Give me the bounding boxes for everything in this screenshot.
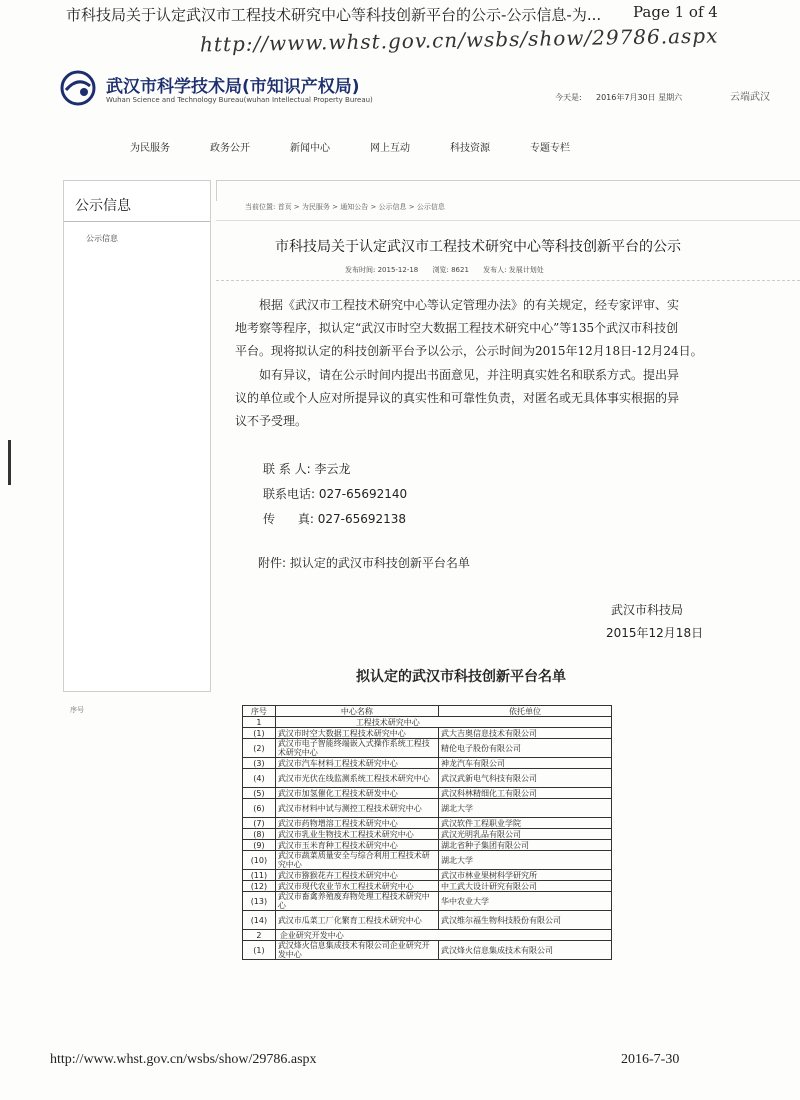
site-name[interactable]: 武汉市科学技术局(市知识产权局) [106, 77, 360, 97]
paragraph-line: 议不予受理。 [235, 414, 308, 428]
cell-no: (14) [243, 911, 276, 930]
site-name-en: Wuhan Science and Technology Bureau(wuhan Intellectual Property Bureau) [106, 96, 373, 104]
header-no: 序号 [243, 706, 276, 717]
paragraph-line: 平台。现将拟认定的科技创新平台予以公示，公示时间为2015年12月18日-12月24日。 [235, 344, 703, 358]
content-frame [216, 180, 800, 201]
cell-no: (2) [243, 739, 276, 758]
table-row [243, 851, 612, 870]
paragraph-notice [235, 294, 800, 363]
table-section-row [243, 930, 612, 941]
table-row [243, 788, 612, 799]
cell-no: 2 [243, 930, 276, 941]
cell-org: 武汉软件工程职业学院 [438, 818, 611, 829]
cell-section-name: 企业研究开发中心 [275, 930, 611, 941]
cell-no: (4) [243, 769, 276, 788]
sidebar [63, 180, 211, 692]
table-row [243, 829, 612, 840]
cell-no: (12) [243, 881, 276, 892]
cell-no: (11) [243, 870, 276, 881]
platform-table-body [243, 717, 612, 960]
table-row [243, 941, 612, 960]
table-row [243, 881, 612, 892]
header-org: 依托单位 [438, 706, 611, 717]
cell-no: (1) [243, 941, 276, 960]
table-row [243, 892, 612, 911]
today-value: 2016年7月30日 星期六 [596, 93, 683, 102]
cell-org: 武大吉奥信息技术有限公司 [438, 728, 611, 739]
table-row [243, 769, 612, 788]
table-row [243, 818, 612, 829]
table-row [243, 911, 612, 930]
article-title: 市科技局关于认定武汉市工程技术研究中心等科技创新平台的公示 [275, 239, 681, 255]
cell-org: 武汉光明乳品有限公司 [438, 829, 611, 840]
attachment-link[interactable]: 附件: 拟认定的武汉市科技创新平台名单 [258, 556, 470, 570]
cell-org: 武汉烽火信息集成技术有限公司 [438, 941, 611, 960]
cell-name: 武汉市玉米育种工程技术研究中心 [275, 840, 438, 851]
today-label: 今天是: [555, 93, 582, 102]
cell-no: (10) [243, 851, 276, 870]
sign-date: 2015年12月18日 [606, 626, 704, 640]
breadcrumb[interactable]: 当前位置: 首页 > 为民服务 > 通知公告 > 公示信息 > 公示信息 [245, 203, 445, 211]
table-row [243, 870, 612, 881]
cell-org: 精伦电子股份有限公司 [438, 739, 611, 758]
nav-item-interaction[interactable]: 网上互动 [370, 143, 410, 154]
publisher: 发布人: 发展计划处 [483, 266, 544, 274]
signer: 武汉市科技局 [611, 603, 684, 617]
cell-no: (6) [243, 799, 276, 818]
paragraph-line: 如有异议，请在公示时间内提出书面意见，并注明真实姓名和联系方式。提出异 [259, 368, 680, 382]
cell-no: (3) [243, 758, 276, 769]
footer-date: 2016-7-30 [621, 1052, 680, 1067]
cell-section-name: 工程技术研究中心 [275, 717, 611, 728]
cell-name: 武汉烽火信息集成技术有限公司企业研究开发中心 [275, 941, 438, 960]
cell-no: (8) [243, 829, 276, 840]
cell-org: 神龙汽车有限公司 [438, 758, 611, 769]
sidebar-title: 公示信息 [75, 198, 131, 214]
cell-name: 武汉市材料中试与测控工程技术研究中心 [275, 799, 438, 818]
cell-org: 武汉武新电气科技有限公司 [438, 769, 611, 788]
cell-org: 武汉维尔福生物科技股份有限公司 [438, 911, 611, 930]
site-logo-icon[interactable] [60, 70, 96, 106]
cell-name: 武汉市现代农业节水工程技术研究中心 [275, 881, 438, 892]
paragraph-objection [235, 364, 800, 433]
cell-name: 武汉市瓜菜工厂化繁育工程技术研究中心 [275, 911, 438, 930]
platform-table [242, 705, 612, 960]
cell-org: 湖北大学 [438, 799, 611, 818]
sidebar-divider [64, 221, 210, 222]
header-name: 中心名称 [275, 706, 438, 717]
meta-divider [216, 280, 800, 281]
article-meta [345, 265, 556, 275]
table-section-row [243, 717, 612, 728]
publish-date: 发布时间: 2015-12-18 [345, 266, 419, 274]
cell-org: 武汉市林业果树科学研究所 [438, 870, 611, 881]
margin-mark [8, 440, 11, 485]
list-title: 拟认定的武汉市科技创新平台名单 [356, 669, 566, 685]
print-header-title: 市科技局关于认定武汉市工程技术研究中心等科技创新平台的公示-公示信息-为... [66, 6, 602, 24]
cell-name: 武汉市汽车材料工程技术研究中心 [275, 758, 438, 769]
cell-no: (13) [243, 892, 276, 911]
nav-item-resources[interactable]: 科技资源 [450, 143, 490, 154]
nav-item-services[interactable]: 为民服务 [130, 143, 170, 154]
cell-name: 武汉市时空大数据工程技术研究中心 [275, 728, 438, 739]
cell-no: (9) [243, 840, 276, 851]
nav-item-topics[interactable]: 专题专栏 [530, 143, 570, 154]
table-row [243, 840, 612, 851]
cell-no: (7) [243, 818, 276, 829]
footer-url: http://www.whst.gov.cn/wsbs/show/29786.aspx [50, 1052, 317, 1067]
cell-org: 湖北省种子集团有限公司 [438, 840, 611, 851]
cell-org: 中工武大设计研究有限公司 [438, 881, 611, 892]
paragraph-line: 议的单位或个人应对所提异议的真实性和可靠性负责，对匿名或无具体事实根据的异 [235, 391, 680, 405]
cell-name: 武汉市电子智能终端嵌入式操作系统工程技术研究中心 [275, 739, 438, 758]
cell-name: 武汉市蔬菜质量安全与综合利用工程技术研究中心 [275, 851, 438, 870]
cell-org: 华中农业大学 [438, 892, 611, 911]
table-row [243, 728, 612, 739]
cell-no: (5) [243, 788, 276, 799]
breadcrumb-divider [216, 220, 800, 221]
contact-person: 联 系 人: 李云龙 [263, 462, 351, 476]
cell-org: 武汉科林精细化工有限公司 [438, 788, 611, 799]
cell-no: (1) [243, 728, 276, 739]
view-count: 浏览: 8621 [432, 266, 469, 274]
paragraph-line: 根据《武汉市工程技术研究中心等认定管理办法》的有关规定，经专家评审、实 [259, 298, 680, 312]
table-row [243, 739, 612, 758]
cell-no: 1 [243, 717, 276, 728]
contact-phone: 联系电话: 027-65692140 [263, 487, 408, 501]
main-nav [110, 139, 590, 154]
cell-org: 湖北大学 [438, 851, 611, 870]
cell-name: 武汉市光伏在线监测系统工程技术研究中心 [275, 769, 438, 788]
cell-name: 武汉市畜禽养殖废弃物处理工程技术研究中心 [275, 892, 438, 911]
sidebar-item-notices[interactable]: 公示信息 [86, 234, 118, 243]
table-row [243, 799, 612, 818]
print-page-number: Page 1 of 4 [633, 3, 718, 21]
paragraph-line: 地考察等程序，拟认定“武汉市时空大数据工程技术研究中心”等135个武汉市科技创 [235, 321, 679, 335]
cell-name: 武汉市乳业生物技术工程技术研究中心 [275, 829, 438, 840]
contact-fax: 传 真: 027-65692138 [263, 512, 407, 526]
stamp-logo: 云端武汉 [730, 92, 770, 103]
cell-name: 武汉市加氢催化工程技术研发中心 [275, 788, 438, 799]
nav-item-affairs[interactable]: 政务公开 [210, 143, 250, 154]
sidebar-footer-mark: 序号 [70, 706, 84, 714]
cell-name: 武汉市猕猴花卉工程技术研究中心 [275, 870, 438, 881]
handwritten-url: http://www.whst.gov.cn/wsbs/show/29786.aspx [199, 23, 719, 57]
cell-name: 武汉市药物增溶工程技术研究中心 [275, 818, 438, 829]
nav-item-news[interactable]: 新闻中心 [290, 143, 330, 154]
table-row [243, 758, 612, 769]
